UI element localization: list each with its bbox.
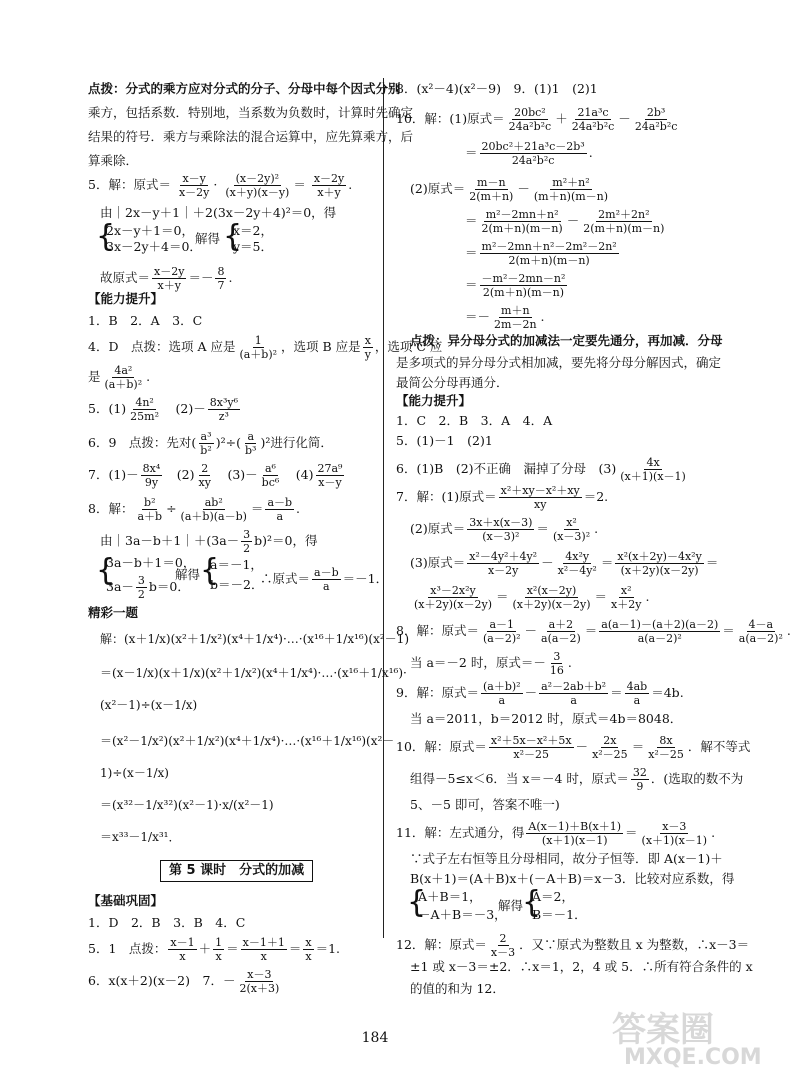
answers: 5．(1)－1 (2)1 (396, 433, 493, 448)
hint-line-2: 乘方，包括系数．特别地，当系数为负数时，计算时先确定 (88, 105, 414, 120)
r10b-line: (2)原式＝ $\frac{m-n}{2(m+n)}$ － $\frac{\text{m²＋n²}}{(m+n)(m-n)}$ (410, 176, 609, 203)
q6-line: 6．9 点拨：先对( $\frac{\text{a³}}{\text{b²}}$ )²÷( $\frac{a}{\text{b³}}$ )²进行化简． (88, 430, 333, 457)
brace: { (522, 885, 542, 920)
answers: 8．(x²－4)(x²－9) 9．(1)1 (2)1 (396, 81, 598, 96)
brace: { (96, 553, 116, 588)
eq-2: 3x－2y＋4＝0． (106, 239, 202, 254)
r11-text: B(x＋1)＝(A＋B)x＋(－A＋B)＝x－3．比较对应系数，得 (410, 871, 735, 886)
hint-line: 点拨：异分母分式的加减法一定要先通分，再加减．分母 (410, 333, 723, 348)
q5-line: 5．解：原式＝ $\frac{x-y}{x-2y}$ · $\frac{\text{(x－2y)²}}{(x+y)(x-y)}$ ＝ $\frac{x-2y}{x+y}$ . (88, 172, 353, 199)
b6-line: 6．x(x＋2)(x－2) 7．－ $\frac{x-3}{2(x+3)}$ (88, 968, 280, 995)
example-line: ＝(x－1/x)(x＋1/x)(x²＋1/x²)(x⁴＋1/x⁴)·…·(x¹⁶＋1/x¹⁶)· (100, 666, 407, 680)
section-title: 【基础巩固】 (88, 893, 164, 908)
r10c-cond: 组得－5≤x＜6．当 x＝－4 时，原式＝ $\frac{32}{9}$ ．(选取的数不为 (410, 766, 744, 793)
solve-label: 解得 (195, 231, 221, 246)
r7c-line: (3)原式＝ $\frac{\text{x²－4y²＋4y²}}{x-2y}$ － $\frac{\text{4x²y}}{\text{x²－4y²}}$ ＝ $\frac{\text{x²(x＋2y)－4x²y}}{(x+2y)(x-2y)}$ ＝ (410, 550, 719, 577)
sol-a: a＝－1， (210, 557, 263, 572)
sol-y: y＝5． (233, 239, 274, 254)
r6-line: 6．(1)B (2)不正确 漏掉了分母 (3) $\frac{4x}{(x+1)(x-1)}$ (396, 456, 686, 483)
r10b-step: ＝－ $\frac{m+n}{2m-2n}$ . (465, 304, 545, 331)
lesson-title: 第 5 课时 分式的加减 (160, 860, 313, 882)
answers: 1．B 2．A 3．C (88, 313, 203, 328)
brace: { (200, 553, 220, 588)
hint-line-1: 点拨：分式的乘方应对分式的分子、分母中每个因式分别 (88, 81, 401, 96)
example-line: ＝(x²－1/x²)(x²＋1/x²)(x⁴＋1/x⁴)·…·(x¹⁶＋1/x¹⁶)(x²－ (100, 734, 395, 748)
column-divider (383, 78, 384, 938)
b5-line: 5．1 点拨： $\frac{x-1}{x}$ ＋ $\frac{1}{x}$ ＝ $\frac{x-1+1}{x}$ ＝ $\frac{x}{x}$ ＝1. (88, 936, 341, 963)
solve-label: 解得 (175, 567, 201, 582)
example-line: 1)÷(x－1/x) (100, 766, 169, 780)
answers: 1．C 2．B 3．A 4．A (396, 413, 553, 428)
example-line: (x²－1)÷(x－1/x) (100, 698, 198, 712)
r7b-line: (2)原式＝ $\frac{3x+x(x-3)}{\text{(x－3)²}}$ ＝ $\frac{\text{x²}}{\text{(x－3)²}}$ . (410, 516, 599, 543)
sol-A: A＝2， (532, 889, 574, 904)
q4-line: 4．D 点拨：选项 A 应是 $\frac{1}{\text{(a＋b)²}}$ ，选项 B 应是 $\frac{x}{y}$ ，选项 C 应 (88, 334, 443, 361)
r10b-step: ＝ $\frac{\text{－m²－2mn－n²}}{2(m+n)(m-n)}$ (465, 272, 566, 299)
r7-line: 7．解：(1)原式＝ $\frac{\text{x²＋xy－x²＋xy}}{xy}$ ＝2. (396, 484, 609, 511)
r8-cond: 当 a＝－2 时，原式＝－ $\frac{3}{16}$ . (410, 650, 572, 677)
r9-result: 当 a＝2011，b＝2012 时，原式＝4b＝8048． (410, 711, 683, 726)
hint-line-3: 结果的符号．乘方与乘除法的混合运算中，应先算乘方，后 (88, 129, 414, 144)
r10-step: ＝ $\frac{\text{20bc²＋21a³c－2b³}}{\text{24a²b²c}}$ . (465, 140, 593, 167)
r12-text: ±1 或 x－3＝±2．∴x＝1，2，4 或 5．∴所有符合条件的 x (410, 959, 753, 974)
example-line: 解：(x＋1/x)(x²＋1/x²)(x⁴＋1/x⁴)·…·(x¹⁶＋1/x¹⁶)(x²－1) (100, 632, 409, 646)
r12-line: 12．解：原式＝ $\frac{2}{x-3}$ ．又∵原式为整数且 x 为整数，∴x－3＝ (396, 932, 750, 959)
section-title: 精彩一题 (88, 605, 139, 620)
r11-text: ∵式子左右恒等且分母相同，故分子恒等．即 A(x－1)＋ (410, 851, 723, 866)
r10c-note: 5、－5 即可，答案不唯一) (410, 797, 560, 812)
watermark-url: MXQE.COM (624, 1045, 762, 1070)
q7-line: 7．(1)－ $\frac{\text{8x⁴}}{9y}$ (2) $\frac{2}{xy}$ (3)－ $\frac{\text{a⁶}}{\text{bc⁶}}$ (4) $\frac{\text{27a⁹}}{x-y}$ (88, 462, 343, 489)
r12-text: 的值的和为 12． (410, 981, 505, 996)
page-number: 184 (361, 1030, 389, 1046)
eq-3: 3a－b＋1＝0， (106, 555, 196, 570)
brace: { (223, 219, 243, 254)
q5b-line: 5．(1) $\frac{\text{4n²}}{\text{25m²}}$ (2)－ $\frac{\text{8x³y⁶}}{\text{z³}}$ (88, 396, 238, 423)
eq-6: －A＋B＝－3， (418, 907, 507, 922)
brace: { (407, 885, 427, 920)
q5-result: 故原式＝ $\frac{x-2y}{x+y}$ ＝－ $\frac{8}{7}$ . (100, 265, 233, 292)
q5-condition: 由｜2x－y＋1｜＋2(3x－2y＋4)²＝0，得 (100, 205, 337, 220)
sol-x: x＝2， (233, 223, 274, 238)
eq-5: A＋B＝1， (418, 889, 482, 904)
brace: { (96, 219, 116, 254)
r10-line: 10．解：(1)原式＝ $\frac{\text{20bc²}}{\text{24a²b²c}}$ ＋ $\frac{\text{21a³c}}{\text{24a²b²c}}$ － $\frac{\text{2b³}}{\text{24a²b²c}}$ (396, 106, 678, 133)
watermark-logo: 答案圈 (612, 1010, 714, 1050)
example-line: ＝x³³－1/x³¹． (100, 830, 181, 844)
eq-4: 3a－ $\frac{3}{2}$ b＝0． (106, 574, 190, 601)
r10c-line: 10．解：原式＝ $\frac{\text{x²＋5x－x²＋5x}}{\text{x²－25}}$ － $\frac{2x}{\text{x²－25}}$ ＝ $\frac{8x}{\text{x²－25}}$ ．解不等式 (396, 734, 751, 761)
r7c-step: $\frac{\text{x³－2x²y}}{(x+2y)(x-2y)}$ ＝ $\frac{\text{x²(x－2y)}}{(x+2y)(x-2y)}$ ＝ $\frac{\text{x²}}{x+2y}$ . (414, 584, 650, 611)
hint-line-4: 算乘除． (88, 153, 139, 168)
eq-1: 2x－y＋1＝0， (106, 223, 194, 238)
hint-line: 是多项式的异分母分式相加减，要先将分母分解因式，确定 (396, 355, 722, 370)
sol-b: b＝－2． (210, 577, 264, 592)
hint-line: 最简公分母再通分． (396, 375, 509, 390)
solve-label: 解得 (498, 898, 524, 913)
r10b-step: ＝ $\frac{\text{m²－2mn＋n²－2m²－2n²}}{2(m+n)(m-n)}$ (465, 240, 617, 267)
example-line: ＝(x³²－1/x³²)(x²－1)·x/(x²－1) (100, 798, 274, 812)
q8-condition: 由｜3a－b＋1｜＋(3a－ $\frac{3}{2}$ b)²＝0，得 (100, 528, 318, 555)
r8-line: 8．解：原式＝ $\frac{a-1}{\text{(a－2)²}}$ － $\frac{a+2}{a(a-2)}$ ＝ $\frac{a(a-1)-(a+2)(a-2)}{\text{a(a－2)²}}$ ＝ $\frac{4-a}{\text{a(a－2)²}}$ . (396, 618, 791, 645)
r11-line: 11．解：左式通分，得 $\frac{A(x-1)+B(x+1)}{(x+1)(x-1)}$ ＝ $\frac{x-3}{(x+1)(x-1)}$ . (396, 820, 716, 847)
q4-cont: 是 $\frac{\text{4a²}}{\text{(a＋b)²}}$ . (88, 364, 151, 391)
section-title: 【能力提升】 (396, 393, 472, 408)
sol-B: B＝－1． (532, 907, 587, 922)
q8-line: 8．解： $\frac{\text{b²}}{a+b}$ ÷ $\frac{\text{ab²}}{(a+b)(a-b)}$ ＝ $\frac{a-b}{a}$ . (88, 496, 301, 523)
r10b-step: ＝ $\frac{\text{m²－2mn＋n²}}{2(m+n)(m-n)}$ － $\frac{\text{2m²＋2n²}}{2(m+n)(m-n)}$ (465, 208, 665, 235)
q8-result: ∴原式＝ $\frac{a-b}{a}$ ＝－1． (260, 566, 389, 593)
section-title: 【能力提升】 (88, 291, 164, 306)
answers: 1．D 2．B 3．B 4．C (88, 915, 246, 930)
r9-line: 9．解：原式＝ $\frac{\text{(a＋b)²}}{a}$ － $\frac{\text{a²－2ab＋b²}}{a}$ ＝ $\frac{4ab}{a}$ ＝4b. (396, 680, 684, 707)
